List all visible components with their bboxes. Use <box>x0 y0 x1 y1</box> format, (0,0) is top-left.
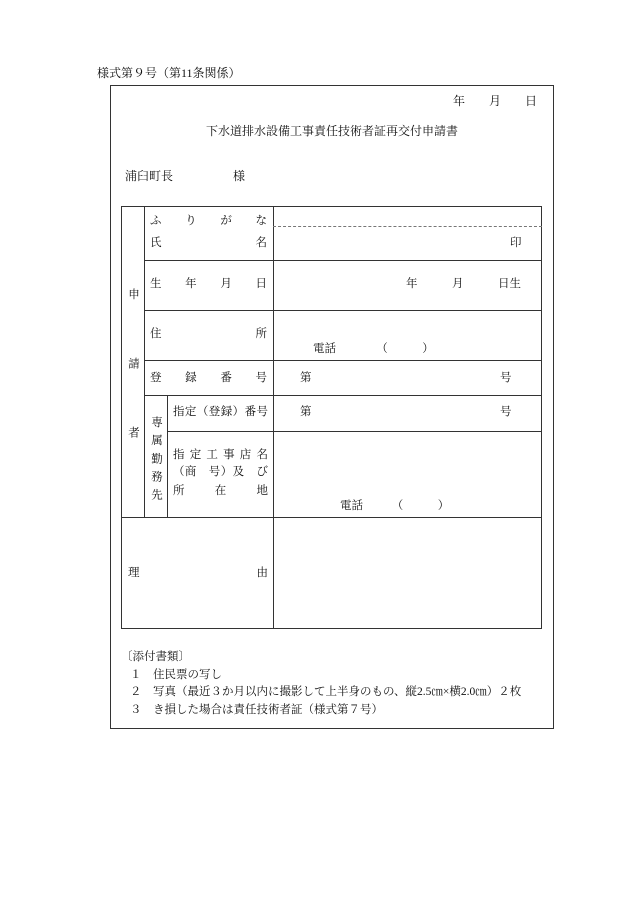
table-rule <box>273 206 274 629</box>
table-rule <box>144 395 542 396</box>
attachment-item: ２ 写真（最近３か月以内に撮影して上半身のもの、縦2.5㎝×横2.0㎝）２枚 <box>130 686 522 698</box>
form-number: 様式第９号（第11条関係） <box>97 66 241 80</box>
table-rule <box>144 260 542 261</box>
furigana-dashed-rule <box>273 226 542 227</box>
attachment-item: ３ き損した場合は責任技術者証（様式第７号） <box>130 704 383 716</box>
birthdate-value: 年 月 日生 <box>406 278 521 290</box>
table-rule <box>144 310 542 311</box>
addressee: 浦臼町長 様 <box>125 169 246 183</box>
applicant-group-label: 申請者 <box>127 288 139 438</box>
attachments-heading: 〔添付書類〕 <box>121 651 190 663</box>
shop-phone: 電話 （ ） <box>340 500 450 512</box>
designation-prefix: 第 <box>300 406 312 418</box>
address-phone: 電話 （ ） <box>313 343 434 355</box>
table-rule <box>144 360 542 361</box>
name-label: 氏 名 <box>150 237 267 249</box>
workplace-group-label: 専属勤務先 <box>150 416 162 500</box>
designation-label: 指定（登録）番号 <box>173 406 268 418</box>
table-rule <box>167 431 542 432</box>
registration-suffix: 号 <box>500 372 512 384</box>
registration-label: 登 録 番 号 <box>150 372 267 384</box>
registration-prefix: 第 <box>300 372 312 384</box>
seal-mark: 印 <box>510 237 522 249</box>
furigana-label: ふ り が な <box>150 215 267 227</box>
reason-label: 理 由 <box>128 567 268 579</box>
table-rule <box>121 517 542 518</box>
shop-label-line-2: （商 号）及 び <box>173 466 268 478</box>
form-title: 下水道排水設備工事責任技術者証再交付申請書 <box>205 124 458 138</box>
birthdate-label: 生 年 月 日 <box>150 278 267 290</box>
attachment-item: １ 住民票の写し <box>130 669 222 681</box>
shop-label-line-1: 指定工事店名 <box>173 449 268 461</box>
designation-suffix: 号 <box>500 406 512 418</box>
address-label: 住 所 <box>150 328 267 340</box>
table-rule <box>167 395 168 517</box>
application-table <box>121 206 542 629</box>
date-line: 年 月 日 <box>453 94 538 108</box>
shop-label-line-3: 所 在 地 <box>173 485 268 497</box>
